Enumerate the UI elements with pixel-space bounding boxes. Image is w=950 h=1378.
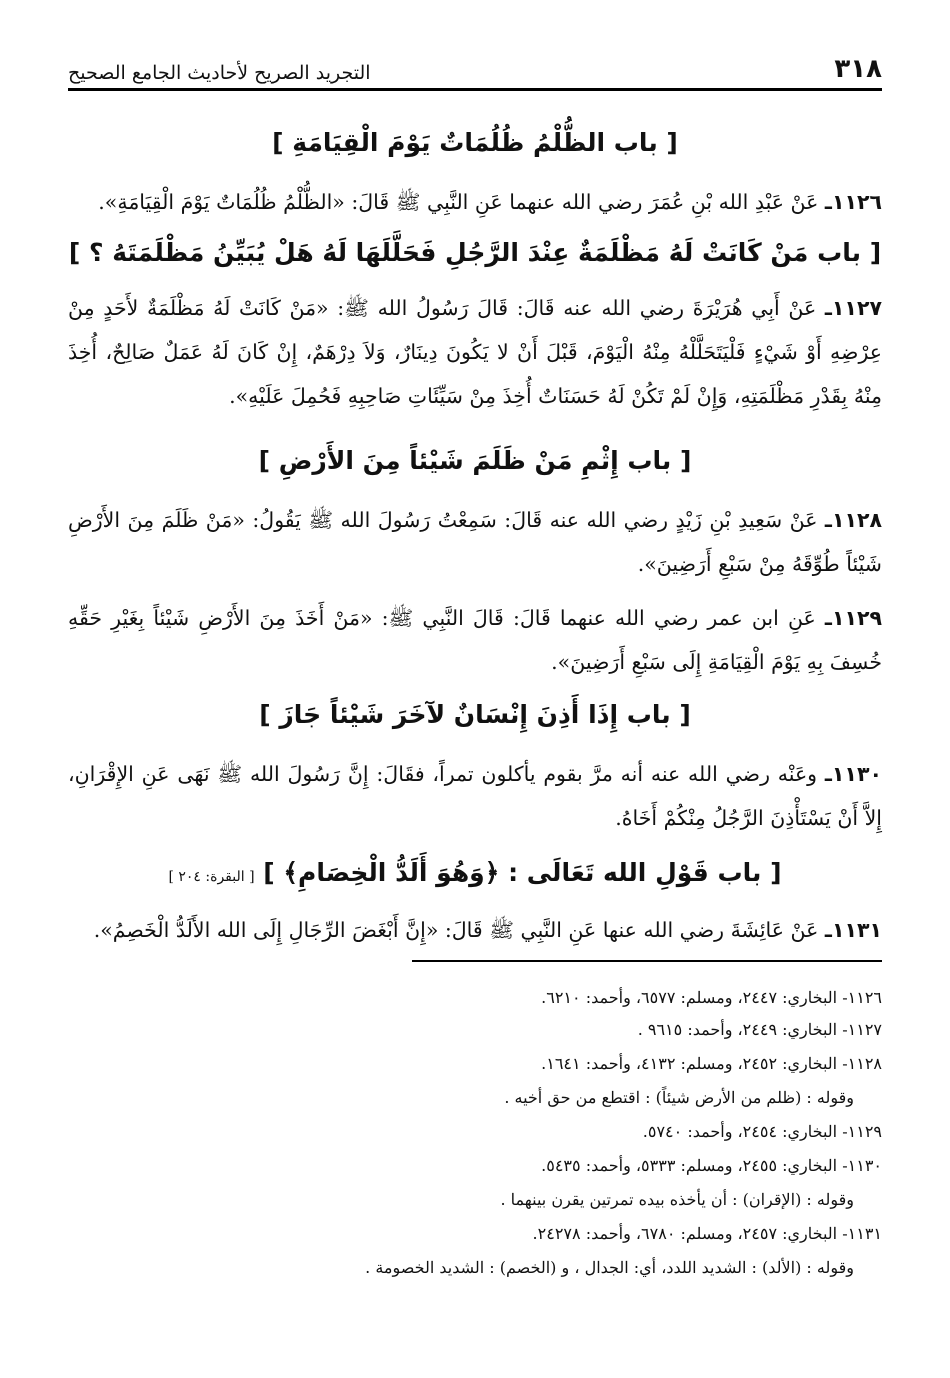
page-number: ٣١٨: [834, 54, 882, 84]
hadith-number: ١١٢٩ـ: [824, 606, 882, 630]
footnote: ١١٢٦- البخاري: ٢٤٤٧، ومسلم: ٦٥٧٧، وأحمد: ٦٢١٠.: [541, 988, 882, 1007]
chapter-title: [ باب قَوْلِ الله تَعَالَى : ﴿وَهُوَ أَلَدُّ الْخِصَامِ﴾ ]: [263, 858, 782, 887]
hadith-paragraph: [68, 596, 882, 684]
hadith-paragraph: [68, 752, 882, 840]
hadith-text: عَنِ ابن عمر رضي الله عنهما قَالَ: قَالَ النَّبِي ﷺ: «مَنْ أَخَذَ مِنَ الأَرْضِ شَيْئاً بِغَيْرِ حَقِّهِ خُسِفَ بِهِ يَوْمَ الْقِيَامَةِ إِلَى سَبْعِ أَرَضِينَ».: [68, 606, 882, 674]
hadith-number: ١١٣٠ـ: [824, 762, 882, 786]
footnote-note: وقوله : (الألد) : الشديد اللدد، أي: الجدال ، و (الخصم) : الشديد الخصومة .: [365, 1258, 854, 1277]
footnote: ١١٢٧- البخاري: ٢٤٤٩، وأحمد: ٩٦١٥ .: [637, 1020, 882, 1039]
quran-reference: [ البقرة: ٢٠٤ ]: [168, 869, 255, 885]
hadith-text: عَنْ عَبْدِ الله بْنِ عُمَرَ رضي الله عنهما عَنِ النَّبِي ﷺ قَالَ: «الظُّلْمُ ظُلُمَاتٌ يَوْمَ الْقِيَامَةِ».: [98, 190, 819, 214]
footnote: ١١٣١- البخاري: ٢٤٥٧، ومسلم: ٦٧٨٠، وأحمد: ٢٤٢٧٨.: [532, 1224, 882, 1243]
chapter-heading: [ باب إِذَا أَذِنَ إِنْسَانٌ لآخَرَ شَيْئاً جَازَ ]: [259, 700, 691, 729]
hadith-number: ١١٢٨ـ: [824, 508, 882, 532]
hadith-paragraph: [68, 498, 882, 586]
footnote: ١١٣٠- البخاري: ٢٤٥٥، ومسلم: ٥٣٣٣، وأحمد: ٥٤٣٥.: [541, 1156, 882, 1175]
page-header: [68, 48, 882, 91]
footnote: ١١٢٩- البخاري: ٢٤٥٤، وأحمد: ٥٧٤٠.: [642, 1122, 882, 1141]
hadith-text: عَنْ أَبِي هُرَيْرَةَ رضي الله عنه قَالَ: قَالَ رَسُولُ الله ﷺ: «مَنْ كَانَتْ لَهُ مَظْلَمَةٌ لأَحَدٍ مِنْ عِرْضِهِ أَوْ شَيْءٍ فَلْيَتَحَلَّلْهُ مِنْهُ الْيَوْمَ، قَبْلَ أَنْ لا يَكُونَ دِينَارٌ، وَلاَ دِرْهَمٌ، إِنْ كَانَ لَهُ عَمَلٌ صَالِحٌ، أُخِذَ مِنْهُ بِقَدْرِ مَظْلَمَتِهِ، وَإِنْ لَمْ تَكُنْ لَهُ حَسَنَاتٌ أُخِذَ مِنْ سَيِّئَاتِ صَاحِبِهِ فَحُمِلَ عَلَيْهِ».: [68, 296, 882, 408]
hadith-number: ١١٢٦ـ: [824, 190, 882, 214]
footnote-note: وقوله : (الإقران) : أن يأخذه بيده تمرتين يقرن بينهما .: [500, 1190, 854, 1209]
running-title: التجريد الصريح لأحاديث الجامع الصحيح: [68, 62, 371, 84]
footnote: ١١٢٨- البخاري: ٢٤٥٢، ومسلم: ٤١٣٢، وأحمد: ١٦٤١.: [541, 1054, 882, 1073]
hadith-number: ١١٢٧ـ: [824, 296, 882, 320]
chapter-heading: [ باب إِثْمِ مَنْ ظَلَمَ شَيْئاً مِنَ الأَرْضِ ]: [258, 446, 692, 475]
hadith-paragraph: [68, 180, 882, 224]
chapter-heading: [ باب الظُّلْمُ ظُلُمَاتٌ يَوْمَ الْقِيَامَةِ ]: [272, 128, 678, 157]
footnote-divider: [412, 960, 882, 962]
hadith-paragraph: [68, 286, 882, 418]
chapter-heading: [68, 858, 882, 887]
hadith-text: عَنْ سَعِيدِ بْنِ زَيْدٍ رضي الله عنه قَالَ: سَمِعْتُ رَسُولَ الله ﷺ يَقُولُ: «مَنْ ظَلَمَ مِنَ الأَرْضِ شَيْئاً طُوِّقَهُ مِنْ سَبْعِ أَرَضِينَ».: [68, 508, 882, 576]
hadith-number: ١١٣١ـ: [824, 918, 882, 942]
chapter-heading: [ باب مَنْ كَانَتْ لَهُ مَظْلَمَةٌ عِنْدَ الرَّجُلِ فَحَلَّلَهَا لَهُ هَلْ يُبَيِّنُ مَظْلَمَتَهُ ؟ ]: [68, 238, 882, 267]
hadith-paragraph: [68, 908, 882, 952]
footnote-note: وقوله : (ظلم من الأرض شيئاً) : اقتطع من حق أخيه .: [504, 1088, 854, 1107]
hadith-text: وعَنْه رضي الله عنه أنه مرَّ بقوم يأكلون تمراً، فقَالَ: إِنَّ رَسُولَ الله ﷺ نَهَى عَنِ الإِقْرَانِ، إِلاَّ أَنْ يَسْتَأْذِنَ الرَّجُلُ مِنْكُمْ أَخَاهُ.: [68, 762, 882, 830]
hadith-text: عَنْ عَائِشَةَ رضي الله عنها عَنِ النَّبِي ﷺ قَالَ: «إِنَّ أَبْغَضَ الرِّجَالِ إِلَى الله الأَلَدُّ الْخَصِمُ».: [93, 918, 819, 942]
